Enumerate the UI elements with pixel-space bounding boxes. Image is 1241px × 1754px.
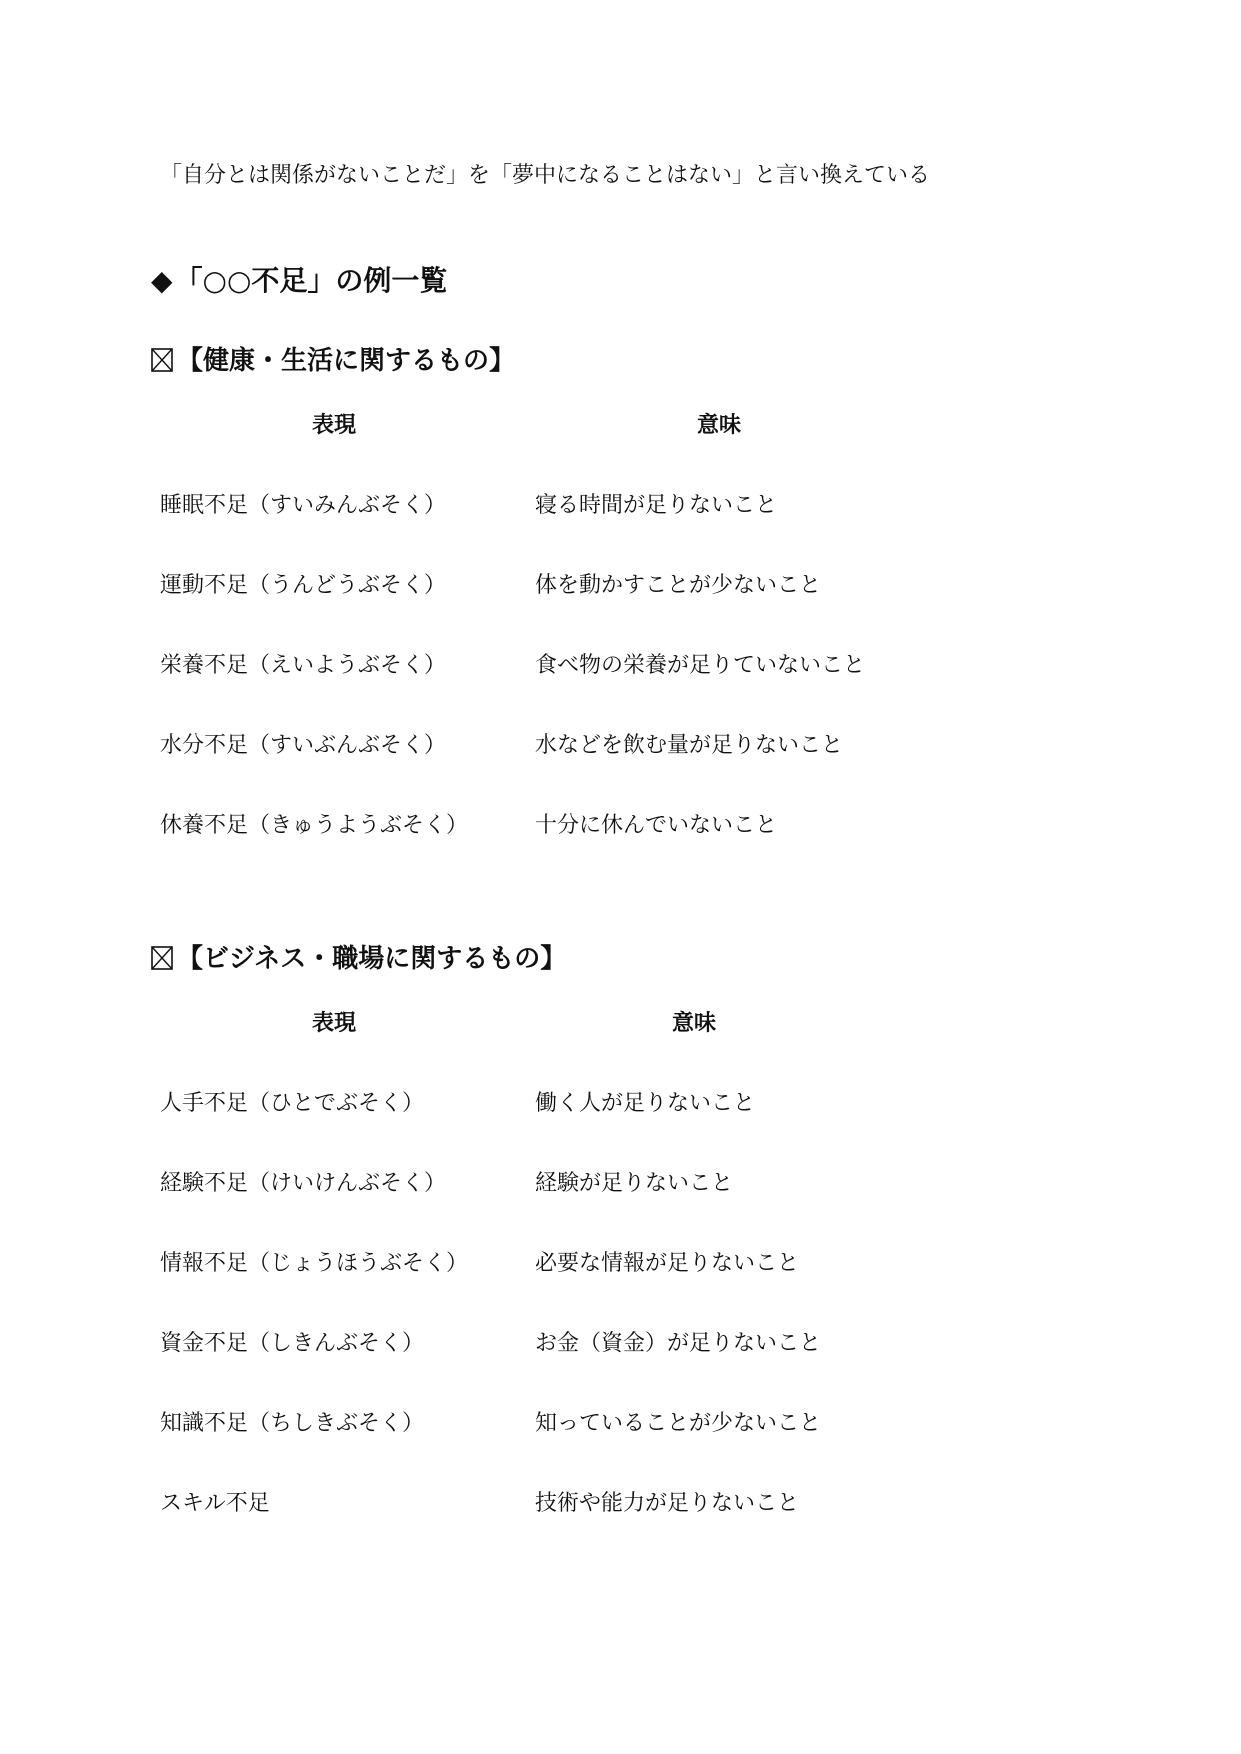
row-expression: 休養不足（きゅうようぶそく） [160, 813, 469, 838]
row-meaning: 技術や能力が足りないこと [535, 1491, 800, 1516]
row-expression: スキル不足 [160, 1491, 270, 1516]
checkbox-box-icon [151, 348, 173, 372]
section-title-health [151, 340, 515, 377]
row-expression: 情報不足（じょうほうぶそく） [160, 1251, 469, 1276]
section-title-text: 【健康・生活に関するもの】 [177, 346, 516, 376]
row-meaning: 寝る時間が足りないこと [535, 493, 778, 518]
row-expression: 資金不足（しきんぶそく） [160, 1331, 425, 1356]
row-meaning: 食べ物の栄養が足りていないこと [535, 653, 866, 678]
row-meaning: 知っていることが少ないこと [535, 1411, 822, 1436]
row-meaning: 働く人が足りないこと [535, 1091, 756, 1116]
row-expression: 知識不足（ちしきぶそく） [160, 1411, 425, 1436]
diamond-bullet-icon: ◆ [151, 264, 173, 297]
column-header-expression: 表現 [312, 413, 357, 438]
column-header-expression: 表現 [312, 1011, 357, 1036]
row-expression: 栄養不足（えいようぶそく） [160, 653, 447, 678]
column-header-meaning: 意味 [697, 413, 742, 438]
row-expression: 経験不足（けいけんぶそく） [160, 1171, 447, 1196]
row-expression: 運動不足（うんどうぶそく） [160, 573, 447, 598]
row-expression: 睡眠不足（すいみんぶそく） [160, 493, 447, 518]
checkbox-box-icon [151, 946, 173, 970]
main-heading-text: 「○○不足」の例一覧 [174, 264, 448, 297]
row-expression: 水分不足（すいぶんぶそく） [160, 733, 447, 758]
row-expression: 人手不足（ひとでぶそく） [160, 1091, 425, 1116]
section-title-business [151, 938, 566, 975]
row-meaning: 必要な情報が足りないこと [535, 1251, 800, 1276]
row-meaning: 水などを飲む量が足りないこと [535, 733, 844, 758]
row-meaning: 経験が足りないこと [535, 1171, 734, 1196]
intro-text: 「自分とは関係がないことだ」を「夢中になることはない」と言い換えている [160, 163, 931, 188]
section-title-text: 【ビジネス・職場に関するもの】 [177, 944, 567, 974]
row-meaning: 体を動かすことが少ないこと [535, 573, 822, 598]
column-header-meaning: 意味 [672, 1011, 717, 1036]
main-heading [151, 259, 447, 299]
row-meaning: お金（資金）が足りないこと [535, 1331, 822, 1356]
row-meaning: 十分に休んでいないこと [535, 813, 778, 838]
